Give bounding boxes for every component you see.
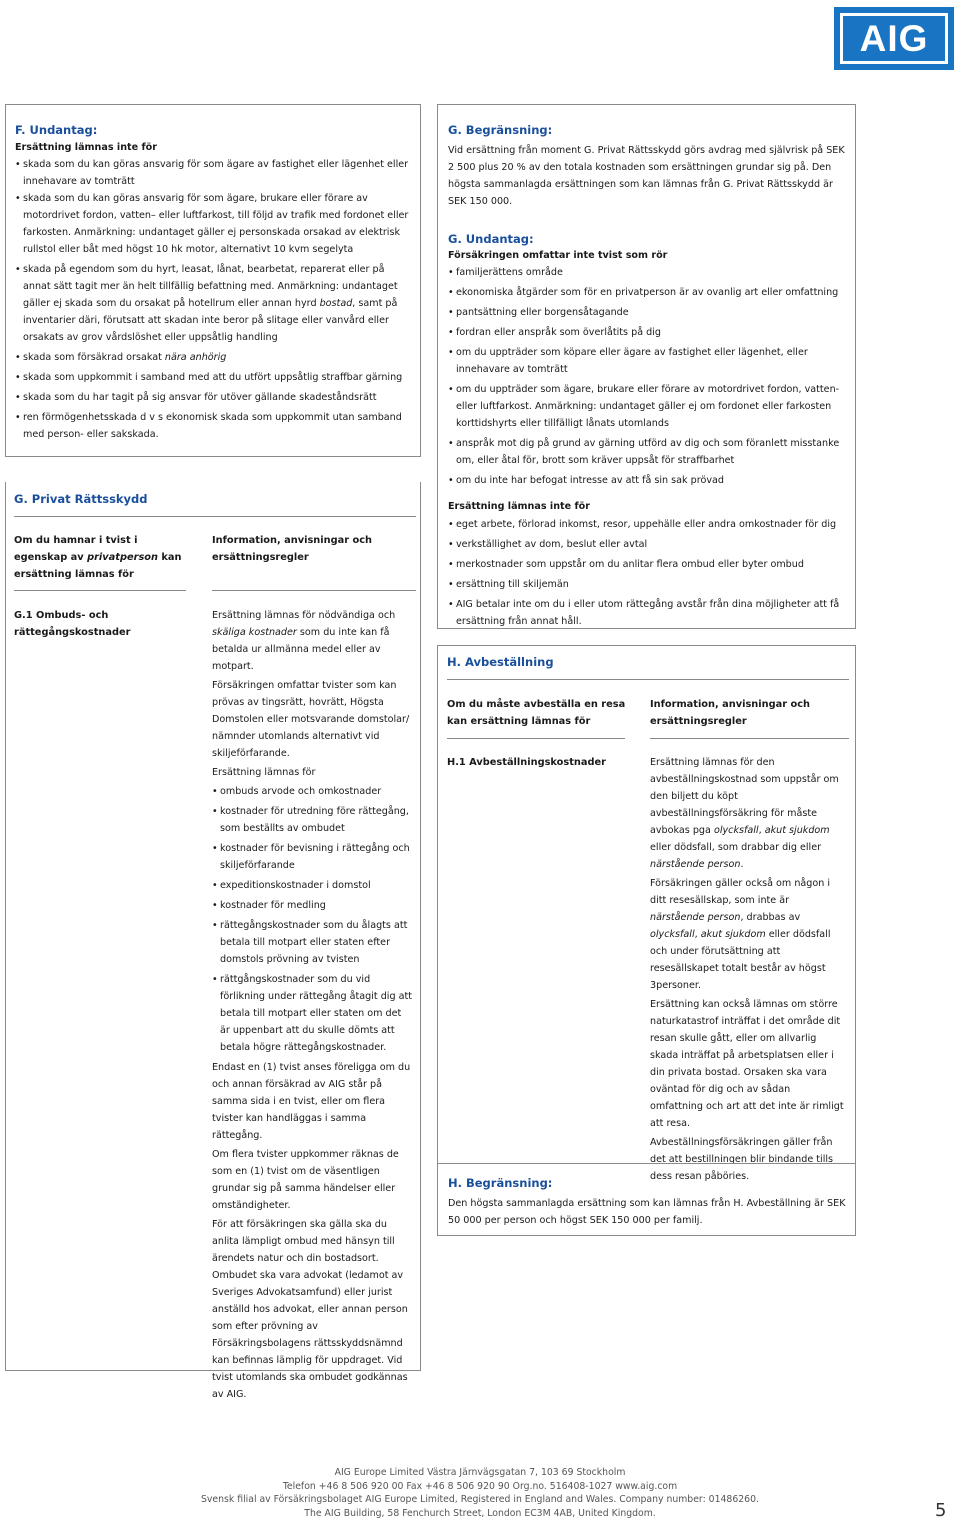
list-item: • skada som du har tagit på sig ansvar för utöver gällande skadeståndsrätt xyxy=(15,389,413,406)
footer xyxy=(0,1466,960,1520)
list-item: • pantsättning eller borgensåtagande xyxy=(448,304,848,321)
list-item: • fordran eller anspråk som överlåtits på dig xyxy=(448,324,848,341)
g-begransning-title: G. Begränsning: xyxy=(448,123,553,137)
list-item: • kostnader för medling xyxy=(212,897,412,914)
h-begransning-title: H. Begränsning: xyxy=(448,1176,553,1190)
list-item: • kostnader för bevisning i rättegång och skiljeförfarande xyxy=(212,840,412,874)
h-col1-header: Om du måste avbeställa en resa kan ersättning lämnas för xyxy=(447,699,626,727)
h1-paragraph: Avbeställningsförsäkringen gäller från det att bestillningen blir bindande tills dess resan påböries. xyxy=(650,1137,834,1182)
list-item: • skada som du kan göras ansvarig för som ägare, brukare eller förare av motordrivet fordon, vatten– eller luftfarkost, till följd av trafik med fordonet eller farkosten. Anmärkning: undantaget gäller ej personskada orsakad av elektrisk rullstol eller båt med högst 10 hk motor, alternativt 10 kvm segelyta xyxy=(15,190,413,258)
g-begransning-text: Vid ersättning från moment G. Privat Rättsskydd görs avdrag med självrisk på SEK 2 500 plus 20 % av den totala kostnaden som ersättningen grundar sig på. Den högsta sammanlagda ersättningen som kan lämnas från G. Privat Rättsskydd är SEK 150 000. xyxy=(448,145,845,207)
h-col2-header: Information, anvisningar och ersättningsregler xyxy=(650,699,810,727)
list-item: • ersättning till skiljemän xyxy=(448,576,848,593)
list-item: • skada som uppkommit i samband med att du utfört uppsåtlig straffbar gärning xyxy=(15,369,413,386)
list-item: • rättegångskostnader som du ålagts att betala till motpart eller staten efter domstols prövning av tvisten xyxy=(212,917,412,968)
page-number: 5 xyxy=(935,1500,947,1521)
list-item: • ren förmögenhetsskada d v s ekonomisk skada som uppkommit utan samband med person- eller sakskada. xyxy=(15,409,413,443)
footer-line: The AIG Building, 58 Fenchurch Street, London EC3M 4AB, United Kingdom. xyxy=(304,1507,656,1519)
h1-paragraph: Ersättning kan också lämnas om större naturkatastrof inträffat i det område dit resan skulle gått, eller om allvarlig skada inträffat på arbetsplatsen eller i din privata bostad. Orsaken ska vara oväntad för dig och av sådan omfattning och art att det inte är rimligt att resa. xyxy=(650,999,844,1129)
list-item: • skada som du kan göras ansvarig för som ägare av fastighet eller lägenhet eller innehavare av tomträtt xyxy=(15,156,413,190)
g1-paragraph: Ersättning lämnas för nödvändiga och skäliga kostnader som du inte kan få betalda ur allmänna medel eller av motpart. xyxy=(212,610,396,672)
g-col1-header: Om du hamnar i tvist i egenskap av privatperson kan ersättning lämnas för xyxy=(14,535,182,580)
list-item: • rättgångskostnader som du vid förlikning under rättegång åtagit dig att betala till motpart eller staten om det är uppenbart att du skulle dömts att betala högre rättegångskostnader. xyxy=(212,971,412,1056)
section-h-title: H. Avbeställning xyxy=(447,655,554,669)
list-item: • om du uppträder som köpare eller ägare av fastighet eller lägenhet, eller innehavare av tomträtt xyxy=(448,344,848,378)
section-g-right-box xyxy=(437,104,856,629)
list-item: • familjerättens område xyxy=(448,264,848,281)
g-undantag-title: G. Undantag: xyxy=(448,232,534,246)
list-item: • verkställighet av dom, beslut eller avtal xyxy=(448,536,848,553)
h-begransning-box xyxy=(437,1163,856,1236)
footer-line: Telefon +46 8 506 920 00 Fax +46 8 506 920 90 Org.no. 516408-1027 www.aig.com xyxy=(282,1480,678,1492)
list-item: • skada som försäkrad orsakat nära anhörig xyxy=(15,349,413,366)
aig-logo-text: AIG xyxy=(859,17,929,59)
g-undantag-subtitle: Försäkringen omfattar inte tvist som rör xyxy=(448,250,668,261)
g1-paragraph: För att försäkringen ska gälla ska du anlita lämpligt ombud med hänsyn till ärendets natur och din bostadsort. Ombudet ska vara advokat (ledamot av Sveriges Advokatsamfund) eller jurist anställd hos advokat, eller annan person som efter prövning av Försäkringsbolagens rättsskyddsnämnd kan befinnas lämplig för uppdraget. Vid tvist utomlands ska ombudet godkännas av AIG. xyxy=(212,1219,408,1400)
section-g-privat-title: G. Privat Rättsskydd xyxy=(14,492,148,506)
h1-row-label: H.1 Avbeställningskostnader xyxy=(447,757,606,768)
section-f-subtitle: Ersättning lämnas inte för xyxy=(15,142,157,153)
h1-paragraph: Ersättning lämnas för den avbeställningskostnad som uppstår om den biljett du köpt avbeställningsförsäkring för måste avbokas pga olycksfall, akut sjukdom eller dödsfall, som drabbar dig eller närstående person. xyxy=(650,757,839,870)
footer-line: AIG Europe Limited Västra Järnvägsgatan 7, 103 69 Stockholm xyxy=(334,1467,626,1478)
list-item: • AIG betalar inte om du i eller utom rättegång avstår från dina möjligheter att få ersättning från annat håll. xyxy=(448,596,848,630)
list-item: • eget arbete, förlorad inkomst, resor, uppehälle eller andra omkostnader för dig xyxy=(448,516,848,533)
g1-paragraph: Ersättning lämnas för xyxy=(212,767,316,778)
section-h-frame xyxy=(437,645,856,1163)
section-g-frame xyxy=(5,482,421,1371)
list-item: • expeditionskostnader i domstol xyxy=(212,877,412,894)
list-item: • ombuds arvode och omkostnader xyxy=(212,783,412,800)
g1-row-label: G.1 Ombuds- och rättegångskostnader xyxy=(14,610,131,638)
list-item: • anspråk mot dig på grund av gärning utförd av dig och som föranlett misstanke om, eller åtal för, brott som kräver uppsåt för straffbarhet xyxy=(448,435,848,469)
g1-paragraph: Försäkringen omfattar tvister som kan prövas av tingsrätt, hovrätt, Högsta Domstolen eller motsvarande domstolar/ nämnder utomlands alternativt vid skiljeförfarande. xyxy=(212,680,410,759)
footer-line: Svensk filial av Försäkringsbolaget AIG Europe Limited, Registered in England and Wales. Company number: 01486260. xyxy=(201,1494,759,1505)
list-item: • kostnader för utredning före rättegång, som beställts av ombudet xyxy=(212,803,412,837)
list-item: • ekonomiska åtgärder som för en privatperson är av ovanlig art eller omfattning xyxy=(448,284,848,301)
section-f-box xyxy=(5,104,421,457)
list-item: • merkostnader som uppstår om du anlitar flera ombud eller byter ombud xyxy=(448,556,848,573)
h-begransning-text: Den högsta sammanlagda ersättning som kan lämnas från H. Avbeställning är SEK 50 000 per person och högst SEK 150 000 per familj. xyxy=(448,1198,846,1226)
list-item: • om du uppträder som ägare, brukare eller förare av motordrivet fordon, vatten- eller luftfarkost. Anmärkning: undantaget gäller ej om fordonet eller farkosten korttidshyrts eller tillfälligt lånats utomlands xyxy=(448,381,848,432)
g-col2-header: Information, anvisningar och ersättningsregler xyxy=(212,535,372,563)
section-f-title: F. Undantag: xyxy=(15,123,98,137)
list-item: • om du inte har befogat intresse av att få sin sak prövad xyxy=(448,472,848,489)
g1-paragraph: Endast en (1) tvist anses föreligga om du och annan försäkrad av AIG står på samma sida i en tvist, eller om flera tvister kan handläggas i samma rättegång. xyxy=(212,1062,411,1141)
h1-paragraph: Försäkringen gäller också om någon i ditt resesällskap, som inte är närstående person, drabbas av olycksfall, akut sjukdom eller dödsfall och under förutsättning att resesällskapet totalt består av högst 3personer. xyxy=(650,878,831,991)
g-undantag-subtitle2: Ersättning lämnas inte för xyxy=(448,501,590,512)
g1-paragraph: Om flera tvister uppkommer räknas de som en (1) tvist om de väsentligen grundar sig på samma händelser eller omständigheter. xyxy=(212,1149,399,1211)
aig-logo-frame xyxy=(840,13,948,64)
list-item: • skada på egendom som du hyrt, leasat, lånat, bearbetat, reparerat eller på annat sätt tagit mer än helt tillfällig befattning med. Anmärkning: undantaget gäller ej skada som du orsakat på hotellrum eller annan hyrd bostad, samt på inventarier däri, förutsatt att skadan inte beror på slitage eller vanvård eller orsakats av grov vårdslöshet eller uppsåtlig handling xyxy=(15,261,413,346)
aig-logo xyxy=(834,7,954,70)
